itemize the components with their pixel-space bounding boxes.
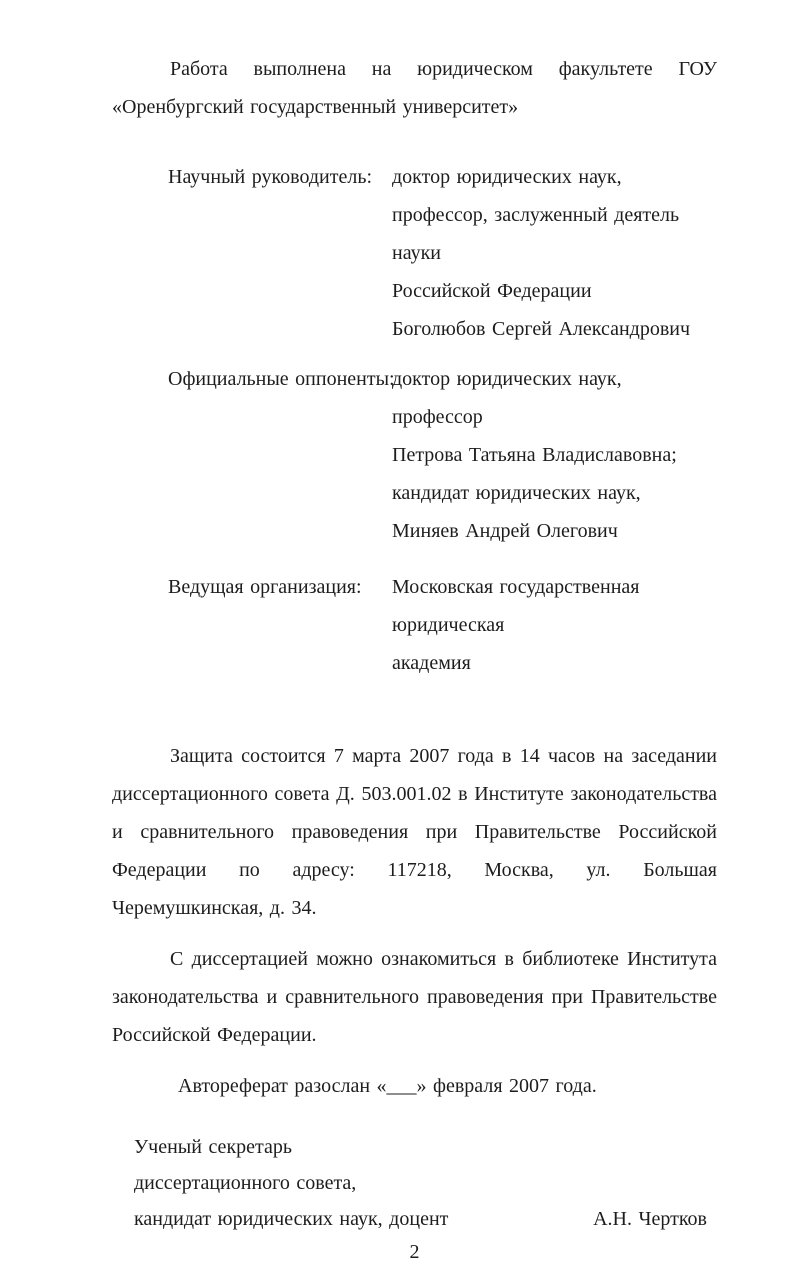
field-organization-values	[392, 568, 717, 682]
field-value-line: академия	[392, 652, 471, 674]
signature-role-line: Ученый секретарь	[134, 1136, 293, 1158]
signature-name: А.Н. Чертков	[593, 1208, 707, 1230]
signature-role-line: кандидат юридических наук, доцент	[134, 1208, 449, 1230]
field-organization-label: Ведущая организация:	[168, 576, 362, 598]
field-value-line: Боголюбов Сергей Александрович	[392, 318, 691, 340]
field-opponents-label: Официальные оппоненты:	[168, 368, 395, 390]
field-value-line: профессор, заслуженный деятель науки	[392, 204, 680, 264]
defense-paragraph: Защита состоится 7 марта 2007 года в 14 часов на заседании диссертационного совета Д. 503.001.02 в Институте законодательства и сравнительного правоведения при Правительстве Российской Федерации по адресу: 117218, Москва, ул. Большая Черемушкинская, д. 34.	[112, 745, 717, 919]
field-value-line: кандидат юридических наук,	[392, 482, 641, 504]
field-value-line: доктор юридических наук,	[392, 166, 622, 188]
field-opponents-values	[392, 360, 717, 550]
field-supervisor	[112, 158, 717, 348]
field-opponents	[112, 360, 717, 550]
field-value-line: Российской Федерации	[392, 280, 592, 302]
page-number: 2	[409, 1241, 420, 1263]
field-value-line: доктор юридических наук, профессор	[392, 368, 622, 428]
signature-row	[112, 1201, 717, 1237]
field-value-line: Миняев Андрей Олегович	[392, 520, 618, 542]
field-value-line: Московская государственная юридическая	[392, 576, 640, 636]
field-value-line: Петрова Татьяна Владиславовна;	[392, 444, 677, 466]
signature-block	[112, 1129, 717, 1237]
field-supervisor-label: Научный руководитель:	[168, 166, 373, 188]
field-organization	[112, 568, 717, 682]
field-supervisor-values	[392, 158, 717, 348]
library-paragraph: С диссертацией можно ознакомиться в библиотеке Института законодательства и сравнительного правоведения при Правительстве Российской Федерации.	[112, 948, 717, 1046]
mailed-date-line: Автореферат разослан «___» февраля 2007 года.	[178, 1075, 597, 1097]
signature-role-line: диссертационного совета,	[134, 1172, 357, 1194]
intro-paragraph: Работа выполнена на юридическом факультете ГОУ «Оренбургский государственный университет»	[112, 58, 717, 118]
